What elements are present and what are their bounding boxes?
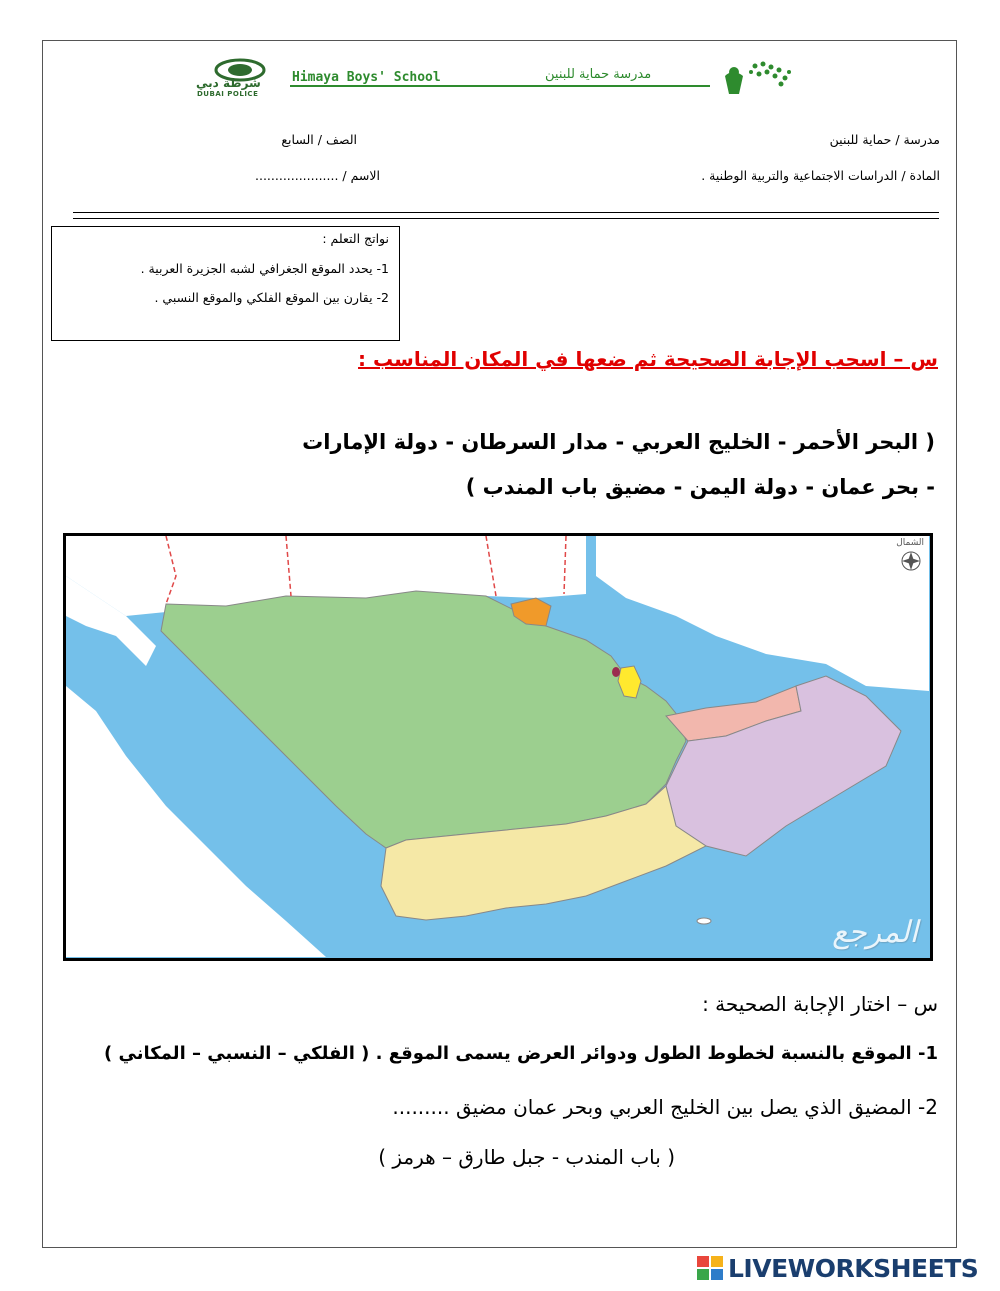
outcomes-title: نواتج التعلم : — [322, 231, 389, 246]
answer-choices-line-2[interactable]: - بحر عمان - دولة اليمن - مضيق باب المندب ) — [465, 475, 935, 499]
liveworksheets-logo-icon — [697, 1256, 725, 1282]
police-name-en: DUBAI POLICE — [197, 90, 259, 98]
police-name-ar: شرطة دبي — [196, 76, 261, 90]
outcome-item: 2- يقارن بين الموقع الفلكي والموقع النسبي . — [154, 290, 389, 305]
school-name-ar: مدرسة حماية للبنين — [545, 67, 652, 82]
north-label: الشمال — [896, 538, 924, 548]
learning-outcomes-box — [51, 226, 400, 341]
watermark-logo: المرجع — [832, 915, 918, 950]
divider-bottom — [73, 218, 939, 219]
answer-choices-line-1[interactable]: ( البحر الأحمر - الخليج العربي - مدار السرطان - دولة الإمارات — [302, 430, 935, 454]
outcome-item: 1- يحدد الموقع الجغرافي لشبه الجزيرة العربية . — [140, 260, 389, 276]
subject-label: المادة / الدراسات الاجتماعية والتربية الوطنية . — [701, 168, 940, 183]
question-1-title: س – اسحب الإجابة الصحيحة ثم ضعها في المكان المناسب : — [358, 347, 938, 371]
arabian-peninsula-map — [63, 533, 933, 961]
liveworksheets-brand[interactable]: LIVEWORKSHEETS — [728, 1254, 979, 1283]
grade-label: الصف / السابع — [281, 132, 357, 147]
school-name-en: Himaya Boys' School — [292, 70, 441, 85]
student-name-field[interactable]: الاسم / ..................... — [255, 168, 380, 183]
school-label: مدرسة / حماية للبنين — [829, 132, 940, 147]
question-2-item-1[interactable]: 1- الموقع بالنسبة لخطوط الطول ودوائر العرض يسمى الموقع . ( الفلكي – النسبي – المكاني ) — [104, 1043, 938, 1064]
school-logo-icon — [715, 58, 795, 102]
header-rule — [290, 85, 710, 87]
question-2-item-2-options[interactable]: ( باب المندب - جبل طارق – هرمز ) — [378, 1145, 675, 1169]
question-2-title: س – اختار الإجابة الصحيحة : — [702, 992, 938, 1016]
map-drawing — [66, 536, 929, 957]
question-2-item-2[interactable]: 2- المضيق الذي يصل بين الخليج العربي وبحر عمان مضيق ......... — [392, 1095, 938, 1119]
divider-top — [73, 212, 939, 213]
